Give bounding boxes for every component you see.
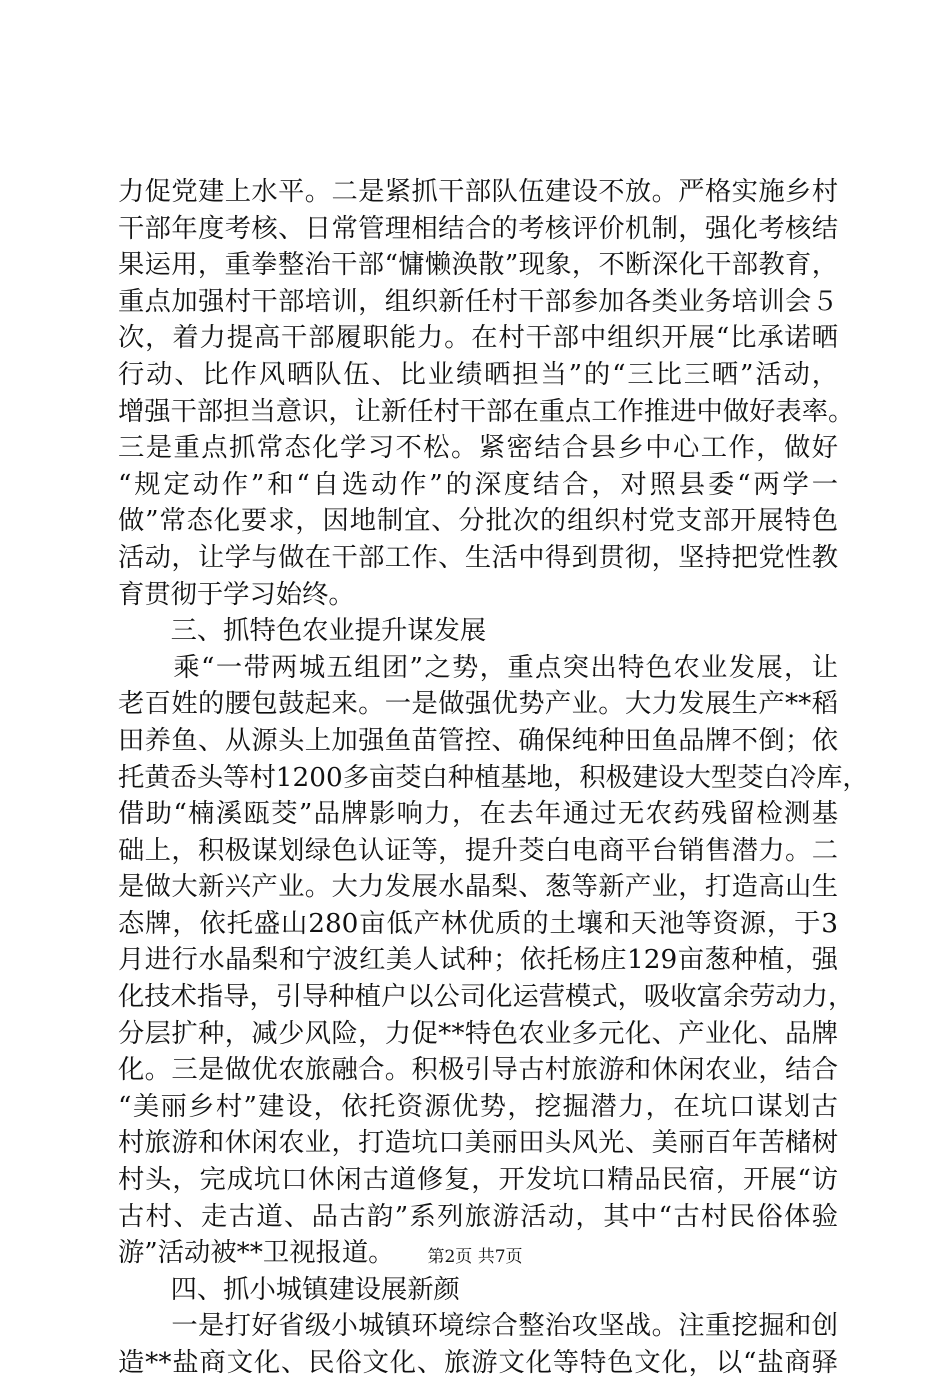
text-line: 老百姓的腰包鼓起来。一是做强优势产业。大力发展生产**稻 (118, 689, 838, 720)
text-line: 干部年度考核、日常管理相结合的考核评价机制，强化考核结 (118, 213, 838, 244)
text-line: “规定动作”和“自选动作”的深度结合，对照县委“两学一 (118, 469, 838, 500)
document-body (118, 174, 869, 1382)
text-line: 育贯彻于学习始终。 (118, 579, 355, 610)
text-line: 三是重点抓常态化学习不松。紧密结合县乡中心工作，做好 (118, 433, 838, 464)
text-line: 果运用，重拳整治干部“慵懒涣散”现象，不断深化干部教育， (118, 250, 838, 281)
text-line: 一是打好省级小城镇环境综合整治攻坚战。注重挖掘和创 (118, 1311, 838, 1342)
text-line: 借助“楠溪瓯茭”品牌影响力，在去年通过无农药残留检测基 (118, 799, 838, 830)
text-line: 田养鱼、从源头上加强鱼苗管控、确保纯种田鱼品牌不倒；依 (118, 725, 838, 756)
text-line: 态牌，依托盛山280亩低产林优质的土壤和天池等资源，于3 (118, 908, 838, 939)
page-footer: 第2页 共7页 (427, 1247, 523, 1267)
text-line: 做”常态化要求，因地制宜、分批次的组织村党支部开展特色 (118, 506, 838, 537)
text-line: 村头，完成坑口休闲古道修复，开发坑口精品民宿，开展“访 (118, 1165, 838, 1196)
text-line: 行动、比作风晒队伍、比业绩晒担当”的“三比三晒”活动， (118, 359, 838, 390)
text-line: 三、抓特色农业提升谋发展 (118, 616, 487, 647)
text-line: “美丽乡村”建设，依托资源优势，挖掘潜力，在坑口谋划古 (118, 1091, 838, 1122)
text-line: 础上，积极谋划绿色认证等，提升茭白电商平台销售潜力。二 (118, 835, 838, 866)
text-line: 村旅游和休闲农业，打造坑口美丽田头风光、美丽百年苦槠树 (118, 1128, 838, 1159)
text-line: 乘“一带两城五组团”之势，重点突出特色农业发展，让 (118, 652, 838, 683)
text-line: 四、抓小城镇建设展新颜 (118, 1274, 460, 1305)
text-line: 分层扩种，减少风险，力促**特色农业多元化、产业化、品牌 (118, 1018, 838, 1049)
text-line: 是做大新兴产业。大力发展水晶梨、葱等新产业，打造高山生 (118, 872, 838, 903)
text-line: 次，着力提高干部履职能力。在村干部中组织开展“比承诺晒 (118, 323, 838, 354)
text-line: 游”活动被**卫视报道。 (118, 1238, 395, 1269)
text-line: 古村、走古道、品古韵”系列旅游活动，其中“古村民俗体验 (118, 1201, 838, 1232)
text-line: 重点加强村干部培训，组织新任村干部参加各类业务培训会５ (118, 286, 838, 317)
text-line: 月进行水晶梨和宁波红美人试种；依托杨庄129亩葱种植，强 (118, 945, 838, 976)
text-line: 化。三是做优农旅融合。积极引导古村旅游和休闲农业，结合 (118, 1055, 838, 1086)
text-line: 托黄岙头等村1200多亩茭白种植基地，积极建设大型茭白冷库， (118, 762, 869, 793)
text-line: 活动，让学与做在干部工作、生活中得到贯彻，坚持把党性教 (118, 542, 838, 573)
text-line: 力促党建上水平。二是紧抓干部队伍建设不放。严格实施乡村 (118, 177, 838, 207)
text-line: 造**盐商文化、民俗文化、旅游文化等特色文化，以“盐商驿 (118, 1348, 838, 1378)
text-line: 增强干部担当意识，让新任村干部在重点工作推进中做好表率。 (118, 396, 855, 427)
text-line: 化技术指导，引导种植户以公司化运营模式，吸收富余劳动力， (118, 982, 855, 1013)
